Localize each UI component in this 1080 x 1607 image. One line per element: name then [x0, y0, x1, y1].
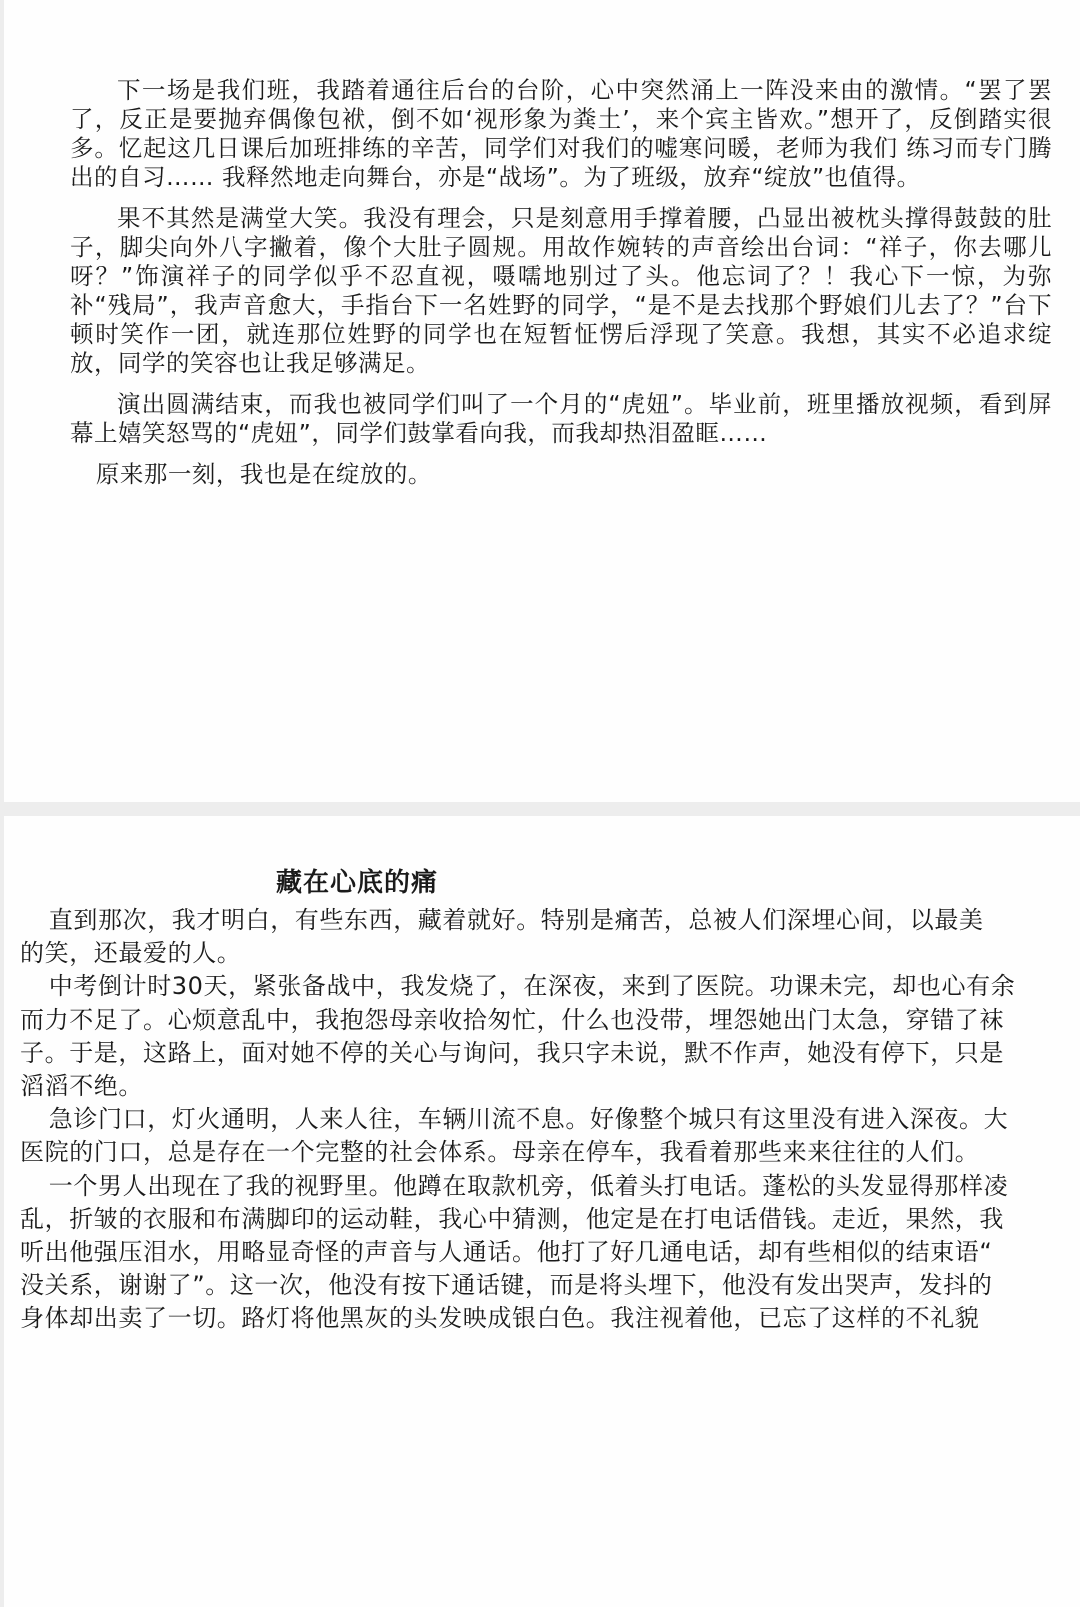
- essay-title: 藏在心底的痛: [276, 868, 439, 898]
- paragraph: 原来那一刻，我也是在绽放的。: [95, 460, 432, 488]
- page-top: [4, 0, 1080, 802]
- text-line: 身体却出卖了一切。路灯将他黑灰的头发映成银白色。我注视着他，已忘了这样的不礼貌: [20, 1304, 980, 1333]
- paragraph: 演出圆满结束，而我也被同学们叫了一个月的“虎妞”。毕业前，班里播放视频，看到屏幕上嬉笑怒骂的“虎妞”，同学们鼓掌看向我，而我却热泪盈眶……: [70, 390, 1052, 447]
- page-bottom: [4, 816, 1080, 1607]
- text-line: 听出他强压泪水，用略显奇怪的声音与人通话。他打了好几通电话，却有些相似的结束语“: [20, 1238, 993, 1267]
- text-line: 的笑，还最爱的人。: [20, 939, 242, 968]
- text-line: 乱，折皱的衣服和布满脚印的运动鞋，我心中猜测，他定是在打电话借钱。走近，果然，我: [20, 1204, 1004, 1233]
- text-line: 一个男人出现在了我的视野里。他蹲在取款机旁，低着头打电话。蓬松的头发显得那样凌: [48, 1171, 1009, 1200]
- paragraph: 下一场是我们班，我踏着通往后台的台阶，心中突然涌上一阵没来由的激情。“罢了罢了，反正是要抛弃偶像包袱，倒不如‘视形象为粪土’，来个宾主皆欢。”想开了，反倒踏实很多。忆起这几日课后加班排练的辛苦，同学们对我们的嘘寒问暖，老师为我们 练习而专门腾出的自习…… 我释然地走向舞台，亦是“战场”。为了班级，放弃“绽放”也值得。: [70, 76, 1052, 191]
- paragraph: 果不其然是满堂大笑。我没有理会，只是刻意用手撑着腰，凸显出被枕头撑得鼓鼓的肚子，脚尖向外八字撇着，像个大肚子圆规。用故作婉转的声音绘出台词：“祥子，你去哪儿呀？”饰演祥子的同学似乎不忍直视，嗫嚅地别过了头。他忘词了？！我心下一惊，为弥补“残局”，我声音愈大，手指台下一名姓野的同学，“是不是去找那个野娘们儿去了？”台下顿时笑作一团，就连那位姓野的同学也在短暂怔愣后浮现了笑意。我想，其实不必追求绽放，同学的笑容也让我足够满足。: [70, 204, 1052, 377]
- text-line: 直到那次，我才明白，有些东西，藏着就好。特别是痛苦，总被人们深埋心间，以最美: [48, 906, 984, 934]
- text-line: 子。于是，这路上，面对她不停的关心与询问，我只字未说，默不作声，她没有停下，只是: [20, 1038, 1004, 1067]
- text-line: 急诊门口，灯火通明，人来人往，车辆川流不息。好像整个城只有这里没有进入深夜。大: [48, 1105, 1009, 1134]
- text-line: 而力不足了。心烦意乱中，我抱怨母亲收拾匆忙，什么也没带，埋怨她出门太急，穿错了袜: [20, 1005, 1004, 1034]
- text-line: 没关系，谢谢了”。这一次，他没有按下通话键，而是将头埋下，他没有发出哭声，发抖的: [20, 1271, 993, 1300]
- text-line: 滔滔不绝。: [20, 1072, 143, 1101]
- text-line: 医院的门口，总是存在一个完整的社会体系。母亲在停车，我看着那些来来往往的人们。: [20, 1138, 980, 1167]
- paragraph: [20, 1170, 1080, 1336]
- paragraph: [20, 904, 1080, 970]
- paragraph: [20, 1103, 1080, 1169]
- paragraph: [20, 970, 1080, 1103]
- text-line: 中考倒计时30天，紧张备战中，我发烧了，在深夜，来到了医院。功课未完，却也心有余: [48, 972, 1016, 1001]
